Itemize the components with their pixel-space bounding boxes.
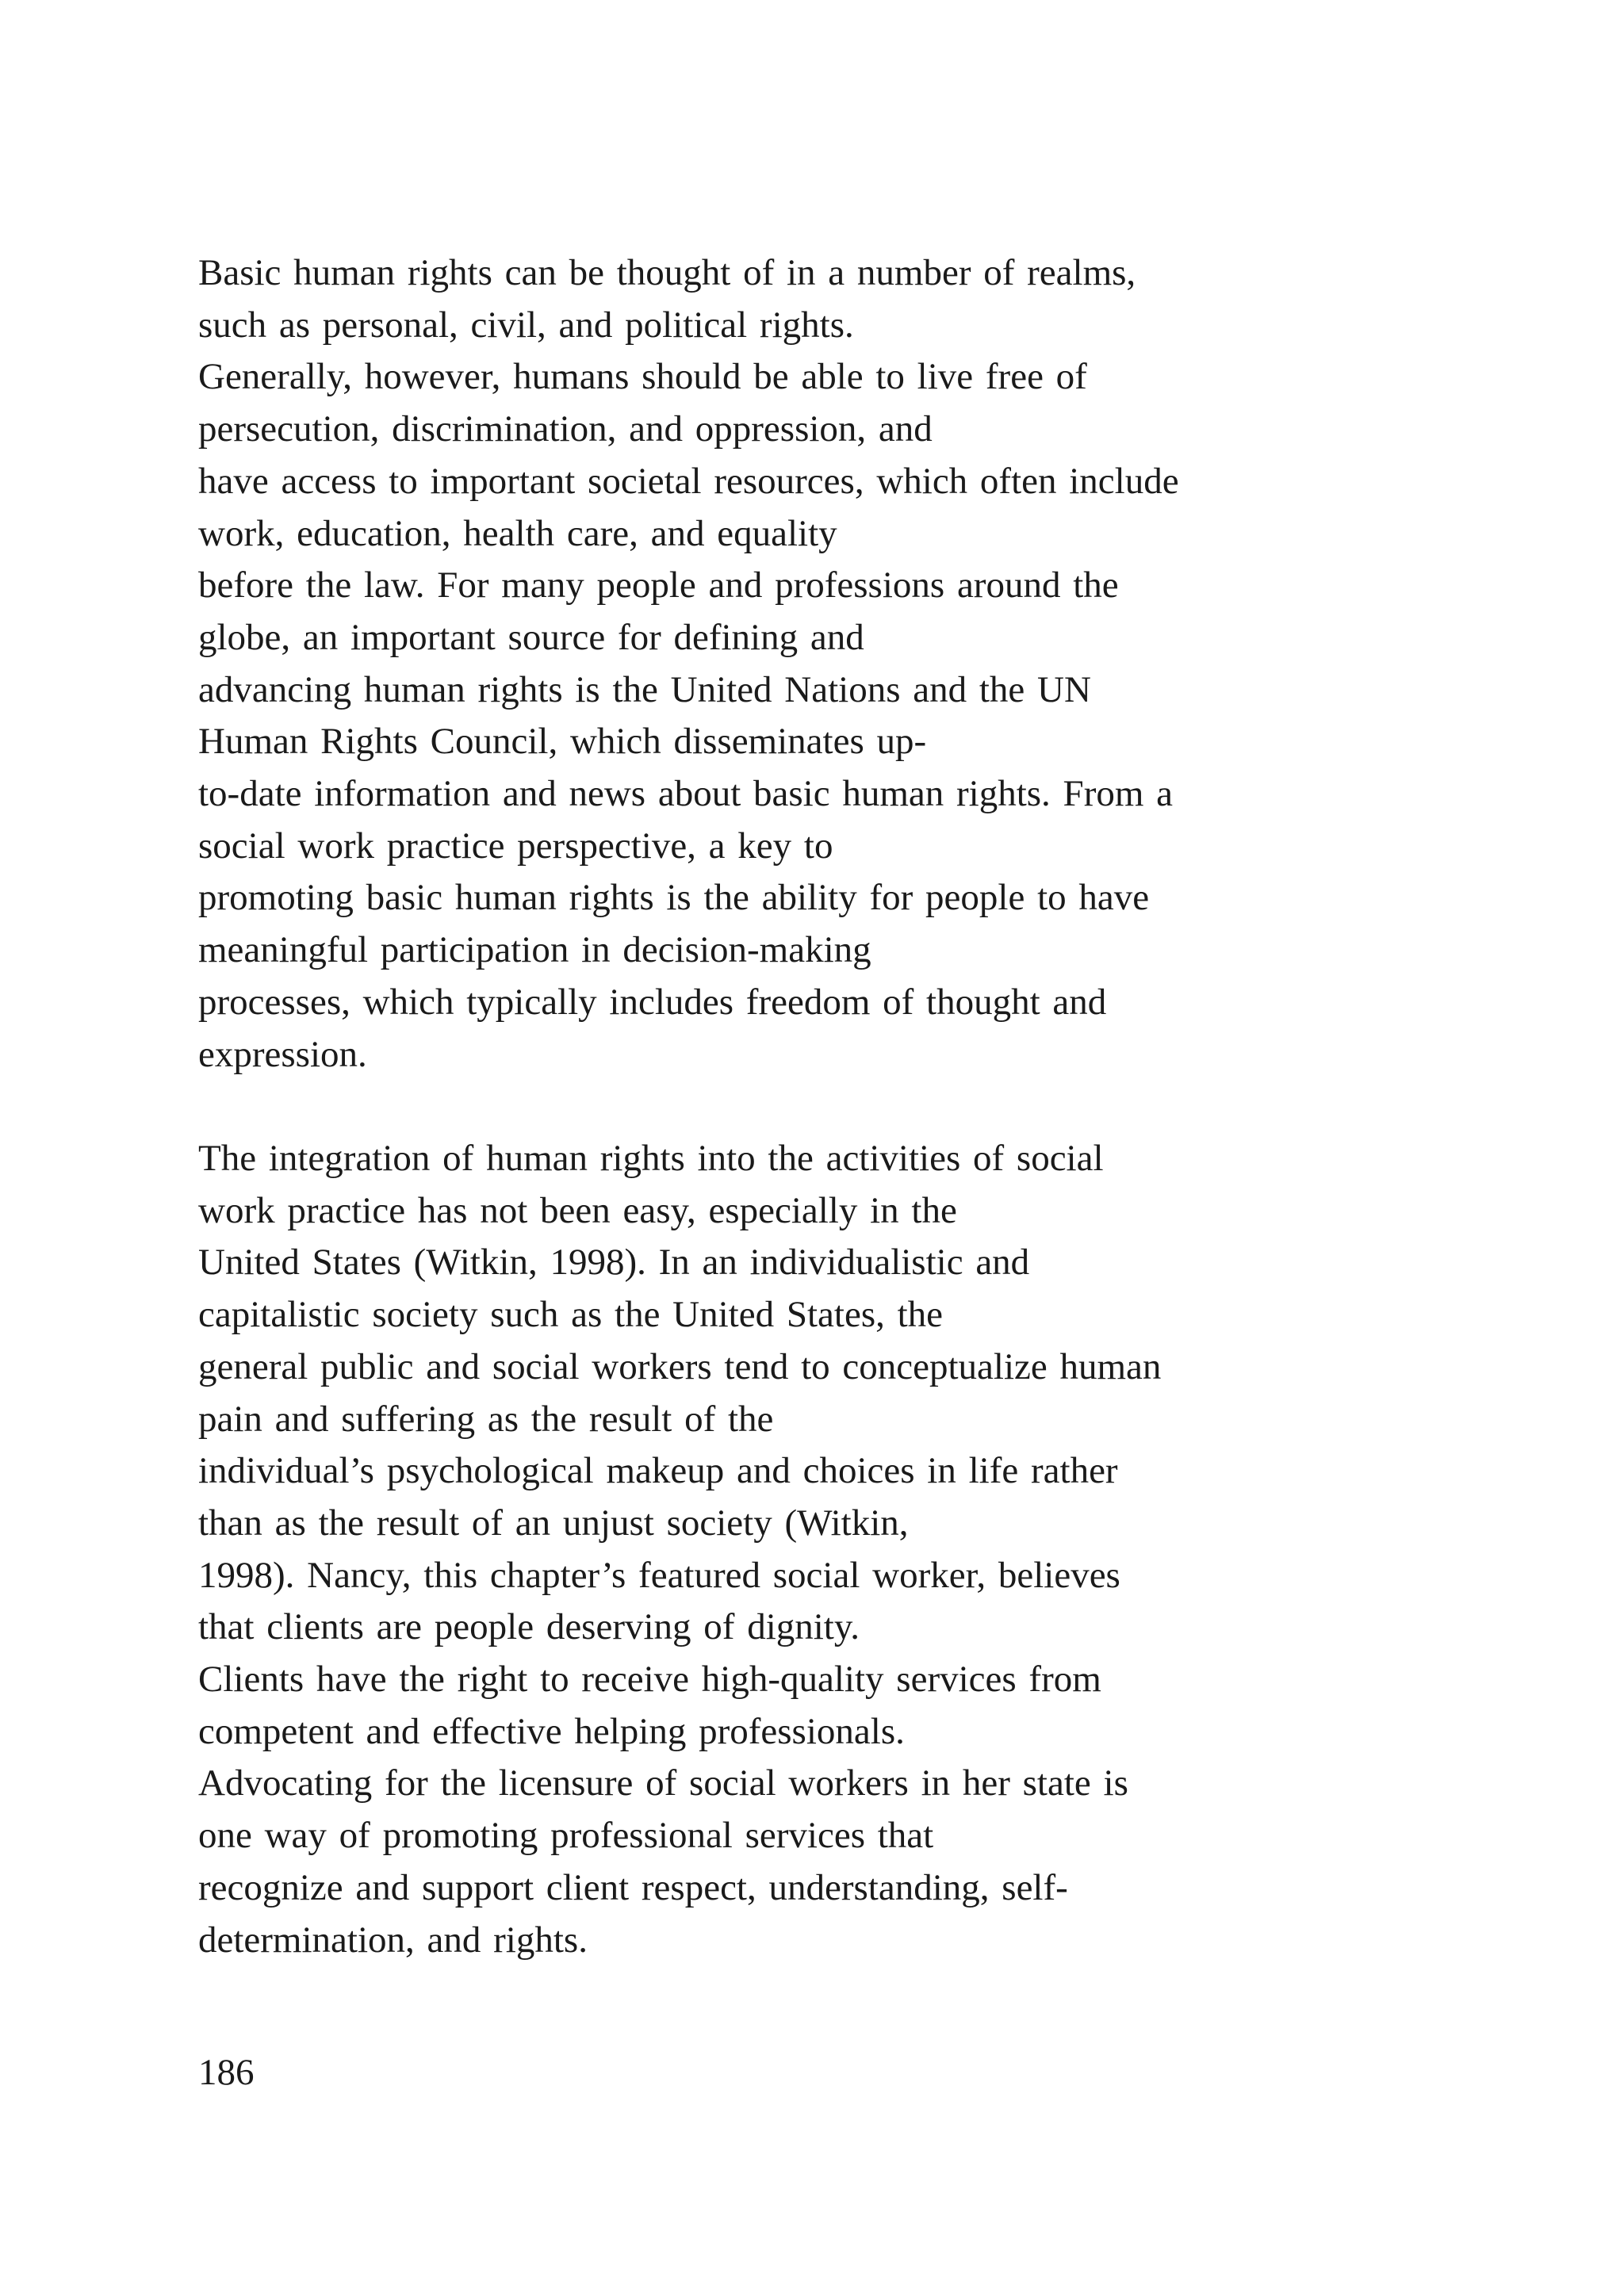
text-line: United States (Witkin, 1998). In an individualistic and bbox=[198, 1242, 1030, 1284]
text-line: meaningful participation in decision-making bbox=[198, 929, 871, 971]
text-line: before the law. For many people and professions around the bbox=[198, 564, 1119, 607]
text-line: The integration of human rights into the activities of social bbox=[198, 1138, 1104, 1179]
text-line: work, education, health care, and equality bbox=[198, 512, 837, 554]
text-line: advancing human rights is the United Nations and the UN bbox=[198, 668, 1091, 710]
text-line: work practice has not been easy, especially in the bbox=[198, 1189, 957, 1231]
text-line: than as the result of an unjust society (Witkin, bbox=[198, 1502, 909, 1544]
text-line: Generally, however, humans should be able to live free of bbox=[198, 356, 1087, 398]
text-line: pain and suffering as the result of the bbox=[198, 1398, 774, 1440]
text-line: Human Rights Council, which disseminates up- bbox=[198, 721, 927, 763]
text-line: such as personal, civil, and political rights. bbox=[198, 304, 854, 346]
text-line: general public and social workers tend to conceptualize human bbox=[198, 1345, 1162, 1387]
text-line: globe, an important source for defining and bbox=[198, 616, 864, 658]
text-line: one way of promoting professional services that bbox=[198, 1815, 934, 1857]
text-line: to-date information and news about basic human rights. From a bbox=[198, 773, 1174, 815]
text-line: capitalistic society such as the United States, the bbox=[198, 1294, 944, 1336]
text-line: individual’s psychological makeup and choices in life rather bbox=[198, 1450, 1118, 1492]
text-line: promoting basic human rights is the ability for people to have bbox=[198, 877, 1150, 919]
text-line: processes, which typically includes freedom of thought and bbox=[198, 981, 1107, 1023]
text-line: that clients are people deserving of dignity. bbox=[198, 1606, 860, 1648]
text-line: Advocating for the licensure of social workers in her state is bbox=[198, 1762, 1128, 1804]
text-line: 1998). Nancy, this chapter’s featured social worker, believes bbox=[198, 1554, 1120, 1596]
paragraph-human-rights-realms bbox=[198, 247, 1179, 1081]
text-line: persecution, discrimination, and oppression, and bbox=[198, 408, 933, 450]
text-line: Basic human rights can be thought of in a number of realms, bbox=[198, 252, 1136, 293]
text-line: determination, and rights. bbox=[198, 1919, 588, 1961]
text-line: competent and effective helping professionals. bbox=[198, 1710, 905, 1752]
text-line: have access to important societal resources, which often include bbox=[198, 460, 1179, 502]
text-line: expression. bbox=[198, 1033, 367, 1075]
paragraph-human-rights-integration bbox=[198, 1133, 1161, 1966]
text-line: recognize and support client respect, understanding, self- bbox=[198, 1866, 1068, 1908]
page-number: 186 bbox=[198, 2052, 255, 2093]
text-line: Clients have the right to receive high-quality services from bbox=[198, 1659, 1101, 1701]
text-line: social work practice perspective, a key to bbox=[198, 825, 833, 867]
